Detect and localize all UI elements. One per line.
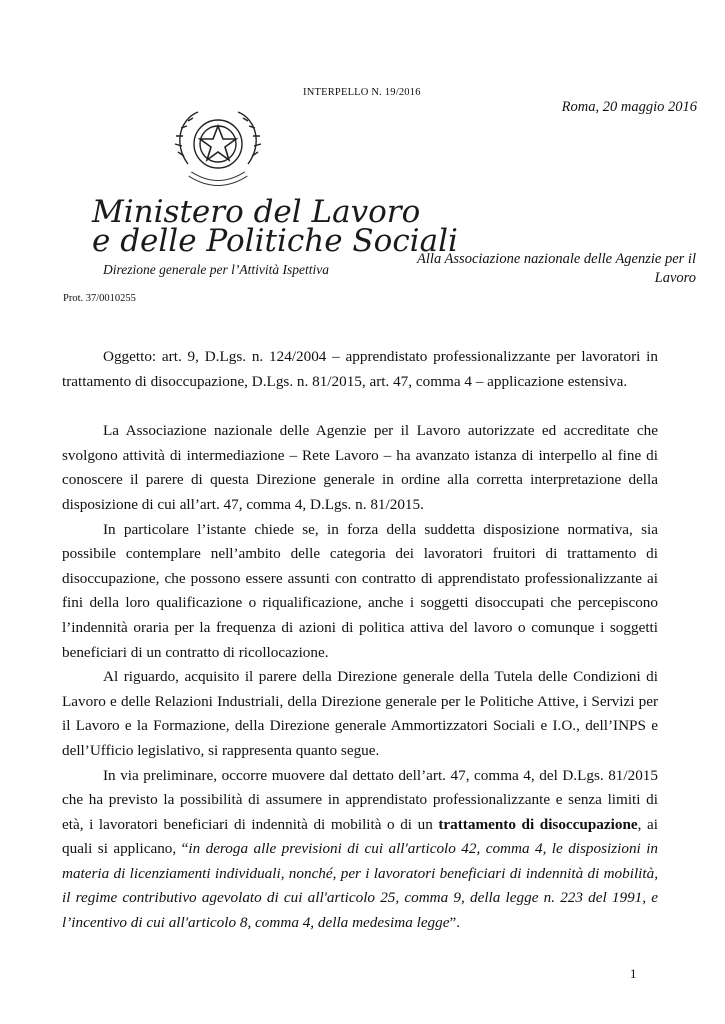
addressee: Alla Associazione nazionale delle Agenzie per il Lavoro xyxy=(417,251,696,286)
protocol-number: Prot. 37/0010255 xyxy=(63,293,136,304)
letter-body xyxy=(62,345,658,936)
ministry-name xyxy=(92,194,458,259)
paragraph-4-text-b: , ai quali si applicano, “ xyxy=(62,815,658,858)
interpello-number: INTERPELLO N. 19/2016 xyxy=(303,87,421,98)
direzione-label: Direzione generale per l’Attività Ispettiva xyxy=(103,262,329,277)
ministry-line-1: Ministero del Lavoro xyxy=(92,194,421,230)
paragraph-2: In particolare l’istante chiede se, in forza della suddetta disposizione normativa, sia possibile contemplare nell’ambito delle categoria dei lavoratori fruitori di trattamento di disoccupazione, che possono essere assunti con contratto di apprendistato professionalizzante ai fini della loro qualificazione o riqualificazione, anche i soggetti disoccupati che percepiscono l’indennità oraria per la frequenza di azioni di politica attiva del lavoro o comunque i soggetti beneficiari di un contratto di ricollocazione. xyxy=(62,520,658,661)
paragraph-4-quote: in deroga alle previsioni di cui all'articolo 42, comma 4, le disposizioni in materia di licenziamenti individuali, nonché, per i lavoratori beneficiari di indennità di mobilità, il regime contributivo agevolato di cui all'articolo 25, comma 9, della legge n. 223 del 1991, e l’incentivo di cui all'articolo 8, comma 4, della medesima legge xyxy=(62,840,659,932)
paragraph-4-text-a: In via preliminare, occorre muovere dal dettato dell’art. 47, comma 4, del D.Lgs. 81/2015 che ha previsto la possibilità di assumere in apprendistato professionalizzante e senza limiti di età, i lavoratori beneficiari di indennità di mobilità o di un xyxy=(62,766,658,833)
page-number: 1 xyxy=(630,966,637,981)
paragraph-1: La Associazione nazionale delle Agenzie per il Lavoro autorizzate ed accreditate che svolgono attività di intermediazione – Rete Lavoro – ha avanzato istanza di interpello al fine di conoscere il parere di questa Direzione generale in ordine alla corretta interpretazione della disposizione di cui all’art. 47, comma 4, D.Lgs. n. 81/2015. xyxy=(62,422,658,513)
subject-paragraph: Oggetto: art. 9, D.Lgs. n. 124/2004 – apprendistato professionalizzante per lavoratori in trattamento di disoccupazione, D.Lgs. n. 81/2015, art. 47, comma 4 – applicazione estensiva. xyxy=(62,348,658,390)
italian-emblem-icon xyxy=(168,104,268,196)
paragraph-3: Al riguardo, acquisito il parere della Direzione generale della Tutela delle Condizioni di Lavoro e delle Relazioni Industriali, della Direzione generale per le Politiche Attive, i Servizi per il Lavoro e la Formazione, della Direzione generale Ammortizzatori Sociali e I.O., dell’INPS e dell’Ufficio legislativo, si rappresenta quanto segue. xyxy=(62,668,658,759)
paragraph-4-end: ”. xyxy=(449,914,461,932)
document-date: Roma, 20 maggio 2016 xyxy=(561,99,697,115)
paragraph-4 xyxy=(62,764,658,936)
paragraph-4-bold: trattamento di disoccupazione xyxy=(438,815,638,833)
ministry-line-2: e delle Politiche Sociali xyxy=(92,223,458,259)
